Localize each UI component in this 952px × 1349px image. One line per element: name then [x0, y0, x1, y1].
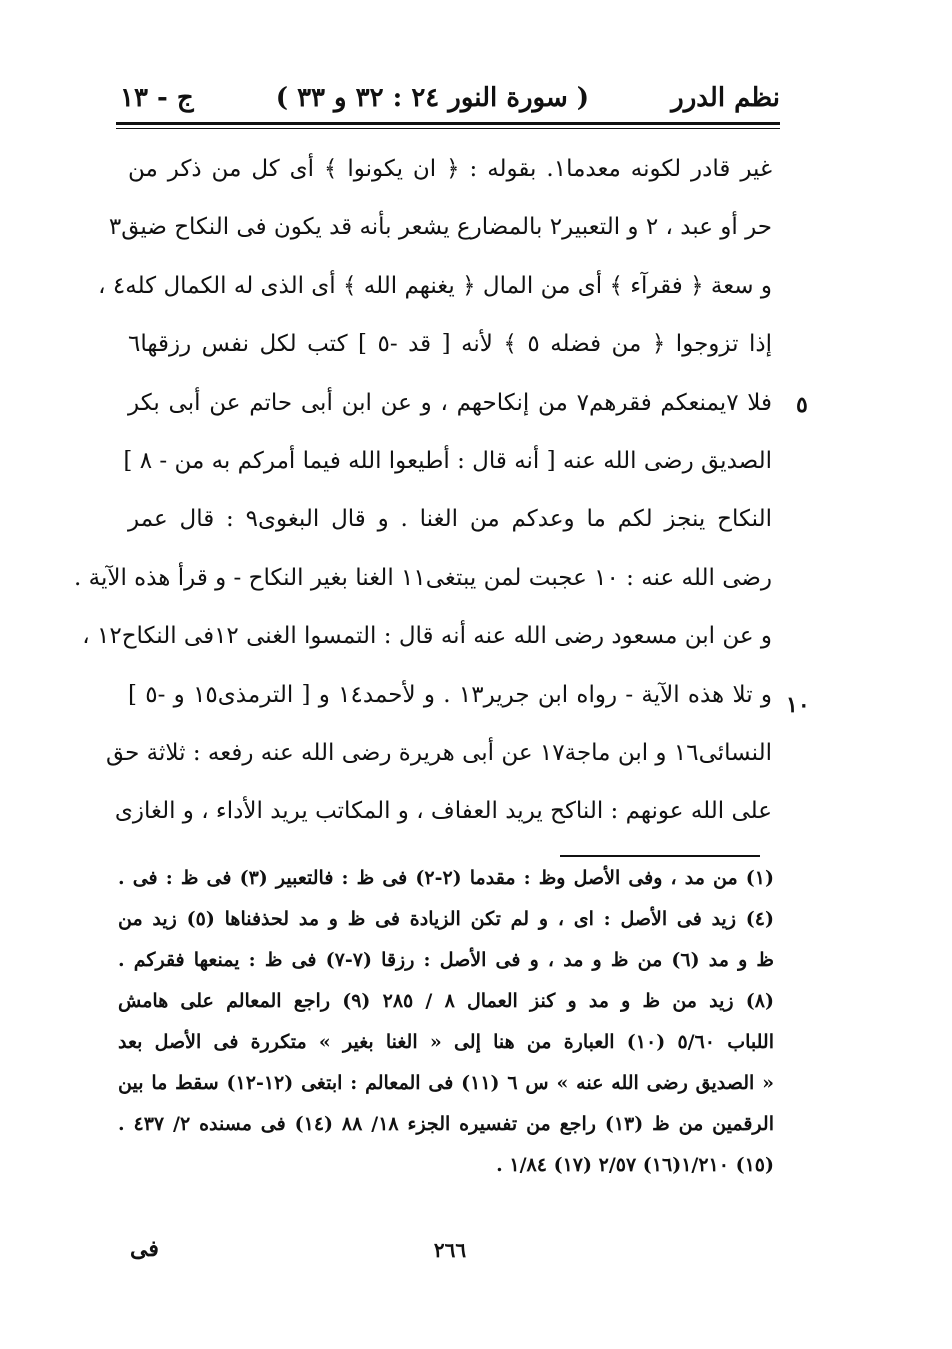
text-line: حر أو عبد ، ٢ و التعبير٢ بالمضارع يشعر بأنه قد يكون فى النكاح ضيق٣	[108, 214, 772, 241]
surah-reference: ( سورة النور ٢٤ : ٣٢ و ٣٣ )	[275, 83, 590, 113]
catchword: فى	[130, 1236, 159, 1262]
book-title: نظم الدرر	[671, 83, 780, 113]
footnote-line: (١٥) ١/٢١٠(١٦) ٢/٥٧ (١٧) ١/٨٤ .	[496, 1154, 774, 1176]
main-text	[74, 140, 773, 841]
footnote-line: (٨) زيد من ظ و مد و كنز العمال ٨ / ٢٨٥ (٩) راجع المعالم على هامش	[118, 990, 774, 1012]
footnote-line: (١) من مد ، وفى الأصل وظ : مقدما (٢-٢) فى ظ : فالتعبير (٣) فى ظ : فى .	[118, 867, 774, 889]
header-rule-thick	[116, 122, 780, 125]
footnote-rule	[560, 855, 760, 857]
running-header	[120, 78, 780, 118]
text-line: الصديق رضى الله عنه [ أنه قال : أطيعوا الله فيما أمركم به من - ٨ ]	[123, 447, 772, 474]
footnote-line: « الصديق رضى الله عنه » س ٦ (١١) فى المعالم : ابتغى (١٢-١٢) سقط ما بين	[118, 1072, 774, 1094]
volume-page: ج - ١٣	[120, 83, 194, 113]
header-rule-thin	[116, 128, 780, 129]
line-number-10: ١٠	[786, 692, 810, 718]
text-line: و سعة ﴿ فقرآء ﴾ أى من المال ﴿ يغنهم الله ﴾ أى الذى له الكمال كله٤ ،	[98, 272, 772, 299]
line-number-5: ٥	[796, 392, 808, 418]
text-line: غير قادر لكونه معدما١. بقوله : ﴿ ان يكونوا ﴾ أى كل من ذكر من	[128, 156, 772, 182]
footnotes	[118, 858, 774, 1186]
text-line: و عن ابن مسعود رضى الله عنه أنه قال : التمسوا الغنى ١٢فى النكاح١٢ ،	[82, 623, 772, 650]
footnote-line: اللباب ٥/٦٠ (١٠) العبارة من هنا إلى « الغنا بغير » متكررة فى الأصل بعد	[118, 1031, 774, 1053]
text-line: و تلا هذه الآية - رواه ابن جرير١٣ . و لأحمد١٤ و [ الترمذى١٥ و -٥ ]	[128, 681, 772, 708]
footnote-line: الرقمين من ظ (١٣) راجع من تفسيره الجزء ١٨/ ٨٨ (١٤) فى مسنده ٢/ ٤٣٧ .	[118, 1113, 774, 1135]
page-number: ٢٦٦	[433, 1238, 467, 1262]
text-line: على الله عونهم : الناكح يريد العفاف ، و المكاتب يريد الأداء ، و الغازى	[114, 798, 772, 825]
text-line: فلا ٧يمنعكم فقرهم٧ من إنكاحهم ، و عن ابن أبى حاتم عن أبى بكر	[128, 389, 773, 416]
text-line: إذا تزوجوا ﴿ من فضله ٥ ﴾ لأنه [ قد -٥ ] كتب لكل نفس رزقها٦	[128, 331, 772, 358]
text-line: النكاح ينجز لكم ما وعدكم من الغنا . و قال البغوى٩ : قال عمر	[128, 506, 773, 533]
text-line: رضى الله عنه : ١٠ عجبت لمن يبتغى١١ الغنا بغير النكاح - و قرأ هذه الآية .	[74, 564, 772, 591]
footnote-line: (٤) زيد فى الأصل : اى ، و لم تكن الزيادة فى ظ و مد لحذفناها (٥) زيد من	[118, 908, 775, 930]
footnote-line: ظ و مد (٦) من ظ و مد ، و فى الأصل : رزقا (٧-٧) فى ظ : يمنعها فقركم .	[118, 949, 774, 971]
text-line: النسائى١٦ و ابن ماجة١٧ عن أبى هريرة رضى الله عنه رفعه : ثلاثة حق	[105, 739, 772, 766]
